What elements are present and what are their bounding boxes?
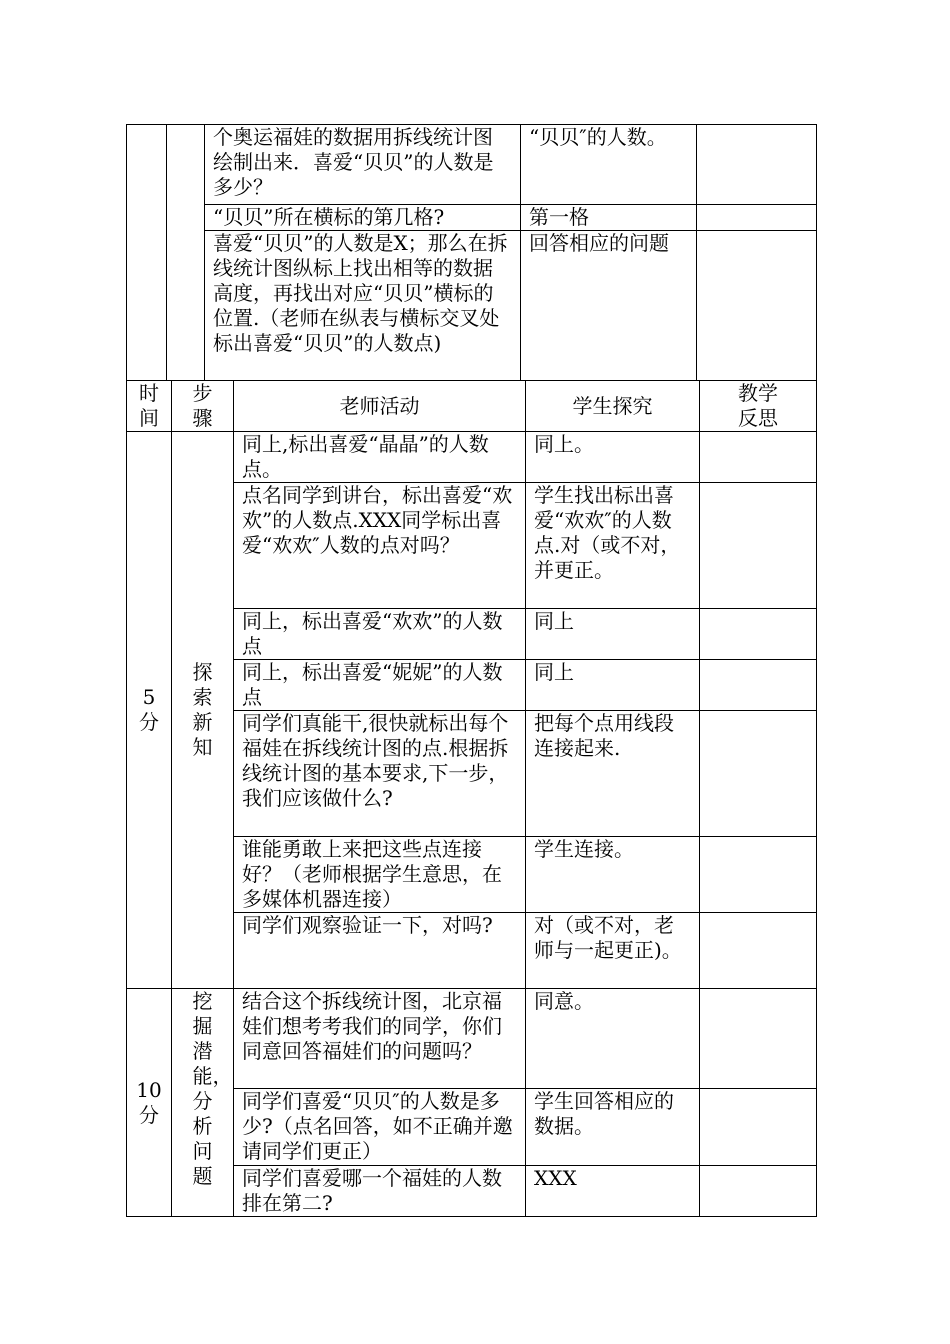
table-row xyxy=(127,432,817,483)
student-exploration: “贝贝″的人数。 xyxy=(521,125,697,205)
teacher-activity: 同学们喜爱哪一个福娃的人数排在第二? xyxy=(234,1166,526,1217)
section-time: 5分 xyxy=(127,432,172,989)
header-step: 步骤 xyxy=(172,381,234,432)
teacher-activity: 点名同学到讲台，标出喜爱“欢欢”的人数点.XXX同学标出喜爱“欢欢″人数的点对吗？ xyxy=(234,483,526,609)
teacher-activity: 同上，标出喜爱“妮妮”的人数点 xyxy=(234,660,526,711)
teacher-activity: “贝贝”所在横标的第几格? xyxy=(205,205,521,231)
teacher-activity: 同学们喜爱“贝贝″的人数是多少?（点名回答，如不正确并邀请同学们更正） xyxy=(234,1089,526,1166)
teaching-reflection xyxy=(700,913,817,989)
student-exploration: 回答相应的问题 xyxy=(521,231,697,381)
header-teaching-reflection: 教学反思 xyxy=(700,381,817,432)
student-exploration: 同上 xyxy=(526,609,700,660)
section-step: 挖掘潜能，分析问题 xyxy=(172,989,234,1217)
student-exploration: XXX xyxy=(526,1166,700,1217)
section-step: 探索新知 xyxy=(172,432,234,989)
teaching-reflection xyxy=(700,1089,817,1166)
teaching-reflection xyxy=(697,205,817,231)
teaching-reflection xyxy=(700,432,817,483)
student-exploration: 同意。 xyxy=(526,989,700,1089)
teaching-reflection xyxy=(700,1166,817,1217)
teaching-reflection xyxy=(700,989,817,1089)
time-cell-empty xyxy=(127,125,167,381)
teaching-reflection xyxy=(700,609,817,660)
student-exploration: 学生回答相应的数据。 xyxy=(526,1089,700,1166)
teaching-reflection xyxy=(697,125,817,205)
header-student-exploration: 学生探究 xyxy=(526,381,700,432)
teaching-reflection xyxy=(700,660,817,711)
student-exploration: 把每个点用线段连接起来. xyxy=(526,711,700,837)
continuation-table xyxy=(126,124,817,381)
student-exploration: 同上 xyxy=(526,660,700,711)
teacher-activity: 同学们真能干,很快就标出每个福娃在拆线统计图的点.根据拆线统计图的基本要求,下一步，我们应该做什么? xyxy=(234,711,526,837)
teacher-activity: 喜爱“贝贝”的人数是X；那么在拆线统计图纵标上找出相等的数据高度，再找出对应“贝贝”横标的位置.（老师在纵表与横标交叉处标出喜爱“贝贝”的人数点) xyxy=(205,231,521,381)
teacher-activity: 谁能勇敢上来把这些点连接好？（老师根据学生意思，在多媒体机器连接） xyxy=(234,837,526,913)
table-row xyxy=(127,989,817,1089)
teacher-activity: 同上，标出喜爱“欢欢”的人数点 xyxy=(234,609,526,660)
teacher-activity: 结合这个拆线统计图，北京福娃们想考考我们的同学，你们同意回答福娃们的问题吗？ xyxy=(234,989,526,1089)
student-exploration: 对（或不对，老师与一起更正)。 xyxy=(526,913,700,989)
teacher-activity: 同上,标出喜爱“晶晶”的人数点。 xyxy=(234,432,526,483)
section-time: 10分 xyxy=(127,989,172,1217)
student-exploration: 学生找出标出喜爱“欢欢″的人数点.对（或不对， 并更正。 xyxy=(526,483,700,609)
teaching-reflection xyxy=(697,231,817,381)
teaching-reflection xyxy=(700,711,817,837)
student-exploration: 学生连接。 xyxy=(526,837,700,913)
teaching-reflection xyxy=(700,483,817,609)
teaching-reflection xyxy=(700,837,817,913)
lesson-plan-table xyxy=(126,380,817,1217)
header-teacher-activity: 老师活动 xyxy=(234,381,526,432)
student-exploration: 同上。 xyxy=(526,432,700,483)
step-cell-empty xyxy=(167,125,205,381)
header-row xyxy=(127,381,817,432)
teacher-activity: 同学们观察验证一下，对吗? xyxy=(234,913,526,989)
student-exploration: 第一格 xyxy=(521,205,697,231)
teacher-activity: 个奥运福娃的数据用拆线统计图绘制出来．喜爱“贝贝”的人数是多少？ xyxy=(205,125,521,205)
header-time: 时间 xyxy=(127,381,172,432)
